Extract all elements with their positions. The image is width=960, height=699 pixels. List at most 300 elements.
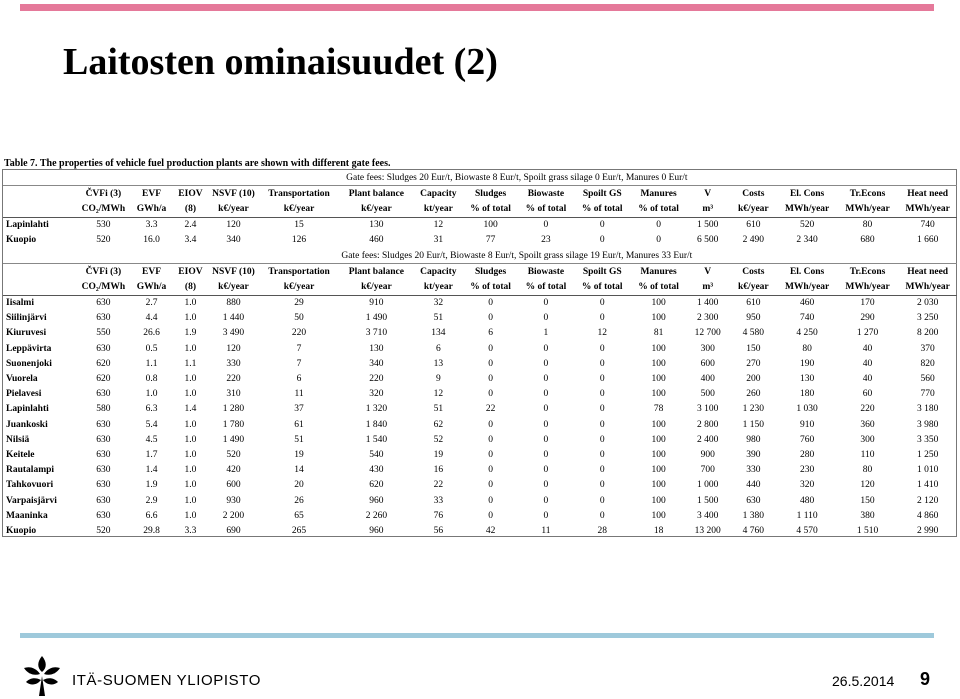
table-cell: 460 <box>369 235 384 246</box>
table-cell: 16 <box>433 465 444 476</box>
table-cell: 0 <box>488 449 493 460</box>
table-cell: 1 000 <box>697 480 719 491</box>
table-row <box>3 387 957 402</box>
table-cell: 1.1 <box>145 358 158 369</box>
table-cell: 330 <box>226 358 241 369</box>
table-cell: 1 840 <box>365 419 388 430</box>
plant-name: Juankoski <box>6 419 48 430</box>
table-cell: 0 <box>543 358 549 369</box>
table-cell: 22 <box>485 404 496 415</box>
column-header: MWh/year <box>898 279 957 295</box>
column-header: CO₂/MWh <box>77 201 130 217</box>
table-cell: 5.4 <box>145 419 158 430</box>
table-cell: 1 490 <box>222 434 245 445</box>
table-cell: 3.3 <box>145 220 158 231</box>
table-cell: 760 <box>799 434 815 445</box>
table-cell: 1 440 <box>222 313 245 324</box>
column-header: El. Cons <box>789 188 825 199</box>
table-cell: 2.7 <box>145 298 158 309</box>
table-cell: 960 <box>369 495 384 506</box>
table-cell: 0 <box>543 495 549 506</box>
table-cell: 12 <box>597 328 607 339</box>
university-name: ITÄ-SUOMEN YLIOPISTO <box>72 672 261 689</box>
column-header: ČVFi (3) <box>85 266 122 277</box>
table-cell: 100 <box>651 298 666 309</box>
table-cell: 4 580 <box>742 328 764 339</box>
table-cell: 1.1 <box>184 358 197 369</box>
table-row <box>3 432 957 447</box>
gate-fee-row <box>3 248 957 264</box>
table-cell: 320 <box>799 480 815 491</box>
column-header: Spoilt GS <box>582 188 622 199</box>
column-header: Transportation <box>268 266 330 277</box>
table-cell: 6 <box>488 328 493 339</box>
table-cell: 65 <box>294 510 304 521</box>
table-cell: 1 510 <box>856 525 879 536</box>
table-cell: 880 <box>226 298 241 309</box>
table-cell: 1 280 <box>222 404 245 415</box>
table-row <box>3 478 957 493</box>
table-cell: 0 <box>656 220 661 231</box>
table-cell: 520 <box>226 449 241 460</box>
table-cell: 1 110 <box>796 510 818 521</box>
column-header: V <box>704 188 712 199</box>
table-cell: 81 <box>653 328 664 339</box>
table-cell: 100 <box>651 495 666 506</box>
plant-name: Kuopio <box>6 525 37 536</box>
table-cell: 440 <box>746 480 761 491</box>
table-cell: 120 <box>860 480 875 491</box>
table-cell: 2 340 <box>796 235 818 246</box>
plant-name: Leppävirta <box>6 343 52 354</box>
table-cell: 0 <box>599 404 605 415</box>
table-cell: 56 <box>433 525 444 536</box>
table-cell: 300 <box>860 434 875 445</box>
table-cell: 520 <box>799 220 815 231</box>
plant-name: Pielavesi <box>6 389 42 400</box>
table-cell: 0 <box>543 298 549 309</box>
table-row <box>3 417 957 432</box>
column-header: MWh/year <box>777 201 836 217</box>
column-header: k€/year <box>729 201 777 217</box>
column-header: % of total <box>518 201 573 217</box>
column-header: Capacity <box>420 266 457 277</box>
table-cell: 0 <box>488 434 493 445</box>
table-cell: 0 <box>599 389 605 400</box>
table-cell: 1.4 <box>145 465 158 476</box>
table-cell: 500 <box>700 389 715 400</box>
table-cell: 0 <box>488 389 493 400</box>
column-header: Manures <box>640 188 677 199</box>
table-cell: 19 <box>433 449 444 460</box>
table-cell: 15 <box>294 220 304 231</box>
table-cell: 1 030 <box>796 404 818 415</box>
table-cell: 100 <box>651 313 666 324</box>
table-cell: 0 <box>488 358 493 369</box>
column-header: EVF <box>142 188 162 199</box>
table-cell: 0 <box>599 220 605 231</box>
table-cell: 130 <box>369 343 384 354</box>
column-header: % of total <box>463 279 518 295</box>
table-cell: 180 <box>799 389 815 400</box>
table-cell: 630 <box>96 389 111 400</box>
table-cell: 51 <box>294 434 304 445</box>
table-cell: 1 500 <box>697 220 719 231</box>
table-cell: 0 <box>543 465 549 476</box>
table-cell: 100 <box>651 465 666 476</box>
table-cell: 126 <box>291 235 307 246</box>
column-header: GWh/a <box>130 201 173 217</box>
table-cell: 78 <box>653 404 664 415</box>
table-cell: 220 <box>291 328 307 339</box>
table-cell: 0 <box>543 480 549 491</box>
table-cell: 540 <box>369 449 384 460</box>
table-cell: 0 <box>543 343 549 354</box>
table-cell: 100 <box>651 510 666 521</box>
table-cell: 100 <box>651 419 666 430</box>
table-cell: 820 <box>920 358 935 369</box>
table-cell: 2.9 <box>145 495 158 506</box>
table-cell: 29.8 <box>143 525 160 536</box>
gate-fee-row <box>3 170 957 186</box>
table-cell: 33 <box>433 495 444 506</box>
table-cell: 7 <box>296 358 302 369</box>
table-cell: 740 <box>920 220 935 231</box>
column-header: Costs <box>742 266 765 277</box>
table-cell: 620 <box>96 374 111 385</box>
plant-name: Kuopio <box>6 235 37 246</box>
table-cell: 0.5 <box>145 343 158 354</box>
column-header: El. Cons <box>789 266 825 277</box>
table-cell: 60 <box>862 389 873 400</box>
table-cell: 100 <box>651 374 666 385</box>
column-header: Biowaste <box>527 188 565 199</box>
table-cell: 3 100 <box>697 404 719 415</box>
table-cell: 14 <box>294 465 304 476</box>
column-header: MWh/year <box>898 201 957 217</box>
table-row <box>3 447 957 462</box>
column-header: ČVFi (3) <box>85 188 122 199</box>
column-header: Biowaste <box>527 266 565 277</box>
table-cell: 1 540 <box>365 434 388 445</box>
table-cell: 100 <box>651 434 666 445</box>
column-header: Transportation <box>268 188 330 199</box>
column-header: % of total <box>631 201 686 217</box>
table-cell: 330 <box>746 465 761 476</box>
table-cell: 12 <box>433 220 444 231</box>
table-row <box>3 295 957 311</box>
table-cell: 3 980 <box>916 419 939 430</box>
table-cell: 1.9 <box>145 480 158 491</box>
table-cell: 3 350 <box>916 434 939 445</box>
table-cell: 1.0 <box>184 343 197 354</box>
column-header: CO₂/MWh <box>77 279 130 295</box>
table-cell: 580 <box>96 404 111 415</box>
table-cell: 610 <box>746 220 761 231</box>
table-cell: 430 <box>369 465 384 476</box>
plant-name: Lapinlahti <box>6 404 49 415</box>
column-header: Plant balance <box>348 188 404 199</box>
table-cell: 1 410 <box>916 480 939 491</box>
table-cell: 1.0 <box>145 389 158 400</box>
table-cell: 740 <box>799 313 815 324</box>
table-cell: 270 <box>746 358 761 369</box>
plant-name: Maaninka <box>6 510 48 521</box>
table-cell: 200 <box>746 374 761 385</box>
table-cell: 380 <box>860 510 875 521</box>
bottom-accent-bar <box>20 633 934 638</box>
column-header: k€/year <box>339 279 414 295</box>
column-header: Spoilt GS <box>582 266 622 277</box>
table-cell: 11 <box>541 525 551 536</box>
slide-title: Laitosten ominaisuudet (2) <box>63 41 498 83</box>
column-header: MWh/year <box>837 279 898 295</box>
column-header: Tr.Econs <box>849 188 886 199</box>
column-header <box>3 264 77 280</box>
table-cell: 360 <box>860 419 875 430</box>
table-cell: 0 <box>488 419 493 430</box>
table-cell: 1 400 <box>697 298 719 309</box>
table-cell: 1 270 <box>856 328 879 339</box>
table-cell: 1.0 <box>184 449 197 460</box>
gate-fee-text: Gate fees: Sludges 20 Eur/t, Biowaste 8 Eur/t, Spoilt grass silage 0 Eur/t, Manures 0 Eur/t <box>77 170 957 186</box>
table-cell: 320 <box>369 389 384 400</box>
table-cell: 1.9 <box>184 328 197 339</box>
table-cell: 950 <box>746 313 761 324</box>
plant-name: Keitele <box>6 449 35 460</box>
table-cell: 2 200 <box>222 510 245 521</box>
table-cell: 630 <box>96 313 111 324</box>
table-cell: 600 <box>226 480 241 491</box>
top-accent-bar <box>20 4 934 11</box>
table-cell: 130 <box>369 220 384 231</box>
plant-name: Siilinjärvi <box>6 313 47 324</box>
column-header: k€/year <box>259 279 339 295</box>
gate-fee-spacer <box>3 248 77 264</box>
table-cell: 1 250 <box>916 449 939 460</box>
column-header: NSVF (10) <box>212 266 255 277</box>
table-cell: 2 030 <box>916 298 939 309</box>
table-cell: 3 710 <box>365 328 388 339</box>
table-cell: 630 <box>96 298 111 309</box>
table-cell: 31 <box>433 235 444 246</box>
table-cell: 3 180 <box>916 404 939 415</box>
table-cell: 1 010 <box>916 465 939 476</box>
table-cell: 100 <box>651 449 666 460</box>
table-cell: 1 500 <box>697 495 719 506</box>
table-cell: 0 <box>543 434 549 445</box>
table-cell: 4 860 <box>916 510 939 521</box>
table-cell: 1.0 <box>184 313 197 324</box>
column-header <box>3 186 77 202</box>
table-cell: 230 <box>799 465 815 476</box>
table-cell: 0 <box>543 220 549 231</box>
table-cell: 3.4 <box>184 235 197 246</box>
column-header: kt/year <box>414 201 463 217</box>
table-cell: 980 <box>746 434 761 445</box>
table-cell: 0 <box>599 343 605 354</box>
table-cell: 420 <box>226 465 241 476</box>
column-header: Costs <box>742 188 765 199</box>
table-cell: 120 <box>226 343 241 354</box>
table-cell: 3 250 <box>916 313 939 324</box>
table-cell: 40 <box>862 374 873 385</box>
column-header <box>3 279 77 295</box>
table-cell: 460 <box>799 298 815 309</box>
table-cell: 28 <box>597 525 607 536</box>
table-cell: 80 <box>862 465 873 476</box>
table-cell: 52 <box>433 434 444 445</box>
table-cell: 0 <box>543 419 549 430</box>
column-header: % of total <box>463 201 518 217</box>
table-cell: 930 <box>226 495 241 506</box>
table-cell: 1 380 <box>742 510 764 521</box>
table-cell: 0 <box>599 495 605 506</box>
table-cell: 100 <box>651 358 666 369</box>
table-cell: 0 <box>543 389 549 400</box>
table-cell: 620 <box>96 358 111 369</box>
table-cell: 7 <box>296 343 302 354</box>
table-cell: 18 <box>653 525 664 536</box>
table-row <box>3 341 957 356</box>
table-cell: 29 <box>294 298 304 309</box>
column-header: Heat need <box>907 188 949 199</box>
table-cell: 520 <box>96 525 111 536</box>
table-cell: 80 <box>802 343 812 354</box>
column-header: NSVF (10) <box>212 188 255 199</box>
column-header: MWh/year <box>777 279 836 295</box>
table-cell: 560 <box>920 374 935 385</box>
table-cell: 0 <box>543 313 549 324</box>
page-number: 9 <box>920 669 931 689</box>
table-cell: 0 <box>599 235 605 246</box>
table-cell: 1.0 <box>184 389 197 400</box>
table-header-row <box>3 279 957 295</box>
table-cell: 1.0 <box>184 434 197 445</box>
table-cell: 220 <box>226 374 241 385</box>
table-cell: 0 <box>488 343 493 354</box>
table-cell: 2 400 <box>697 434 719 445</box>
table-cell: 100 <box>651 480 666 491</box>
table-cell: 1 <box>543 328 549 339</box>
table-cell: 630 <box>96 510 111 521</box>
table-cell: 77 <box>485 235 496 246</box>
table-cell: 0 <box>599 510 605 521</box>
table-cell: 0 <box>543 374 549 385</box>
table-cell: 2 800 <box>697 419 719 430</box>
table-cell: 100 <box>651 343 666 354</box>
plant-name: Kiuruvesi <box>6 328 47 339</box>
table-cell: 6 <box>435 343 441 354</box>
plant-name: Varpaisjärvi <box>6 495 57 506</box>
table-cell: 19 <box>294 449 304 460</box>
table-cell: 150 <box>860 495 875 506</box>
table-cell: 390 <box>746 449 761 460</box>
table-cell: 1 660 <box>916 235 939 246</box>
column-header: k€/year <box>208 279 259 295</box>
column-header: kt/year <box>414 279 463 295</box>
table-cell: 134 <box>431 328 446 339</box>
table-cell: 1.0 <box>184 419 197 430</box>
table-row <box>3 326 957 341</box>
table-cell: 61 <box>294 419 304 430</box>
table-cell: 2 490 <box>742 235 764 246</box>
table-cell: 1.0 <box>184 480 197 491</box>
table-cell: 0 <box>488 480 493 491</box>
table-cell: 2 990 <box>916 525 939 536</box>
table-cell: 4.4 <box>145 313 158 324</box>
table-cell: 62 <box>433 419 444 430</box>
column-header: k€/year <box>729 279 777 295</box>
table-cell: 280 <box>799 449 815 460</box>
column-header <box>3 201 77 217</box>
table-cell: 2 300 <box>697 313 719 324</box>
table-cell: 630 <box>96 419 111 430</box>
column-header: m³ <box>686 279 729 295</box>
table-cell: 40 <box>862 343 873 354</box>
table-cell: 11 <box>294 389 304 400</box>
table-cell: 0.8 <box>145 374 158 385</box>
table-cell: 220 <box>860 404 875 415</box>
table-cell: 0 <box>656 235 661 246</box>
table-cell: 1 490 <box>365 313 388 324</box>
table-cell: 610 <box>746 298 761 309</box>
table-cell: 1 320 <box>365 404 388 415</box>
table-cell: 370 <box>920 343 935 354</box>
column-header: Capacity <box>420 188 457 199</box>
table-cell: 630 <box>96 495 111 506</box>
table-cell: 13 <box>433 358 444 369</box>
table-cell: 13 200 <box>694 525 721 536</box>
table-cell: 2.4 <box>184 220 197 231</box>
table-cell: 0 <box>599 419 605 430</box>
table-row <box>3 463 957 478</box>
table-cell: 4.5 <box>145 434 158 445</box>
table-row <box>3 508 957 523</box>
table-cell: 76 <box>433 510 444 521</box>
table-cell: 1.0 <box>184 495 197 506</box>
table-cell: 310 <box>226 389 241 400</box>
table-cell: 1.0 <box>184 298 197 309</box>
table-cell: 26 <box>294 495 304 506</box>
table-cell: 4 760 <box>742 525 764 536</box>
plant-name: Lapinlahti <box>6 220 49 231</box>
column-header: EVF <box>142 266 162 277</box>
column-header: Tr.Econs <box>849 266 886 277</box>
column-header: EIOV <box>178 266 203 277</box>
table-row <box>3 311 957 326</box>
column-header: % of total <box>574 201 631 217</box>
table-cell: 100 <box>483 220 498 231</box>
table-cell: 0 <box>599 465 605 476</box>
column-header: Sludges <box>475 266 507 277</box>
table-cell: 22 <box>433 480 444 491</box>
table-cell: 265 <box>291 525 307 536</box>
column-header: k€/year <box>208 201 259 217</box>
table-cell: 9 <box>435 374 441 385</box>
table-cell: 3 490 <box>222 328 245 339</box>
gate-fee-text: Gate fees: Sludges 20 Eur/t, Biowaste 8 Eur/t, Spoilt grass silage 19 Eur/t, Manures 33 Eur/t <box>77 248 957 264</box>
table-cell: 110 <box>860 449 875 460</box>
table-cell: 1.4 <box>184 404 197 415</box>
table-cell: 12 <box>433 389 444 400</box>
table-cell: 12 700 <box>694 328 721 339</box>
table-row <box>3 402 957 417</box>
table-cell: 0 <box>488 495 493 506</box>
table-cell: 550 <box>96 328 111 339</box>
table-cell: 0 <box>543 510 549 521</box>
table-cell: 680 <box>860 235 875 246</box>
